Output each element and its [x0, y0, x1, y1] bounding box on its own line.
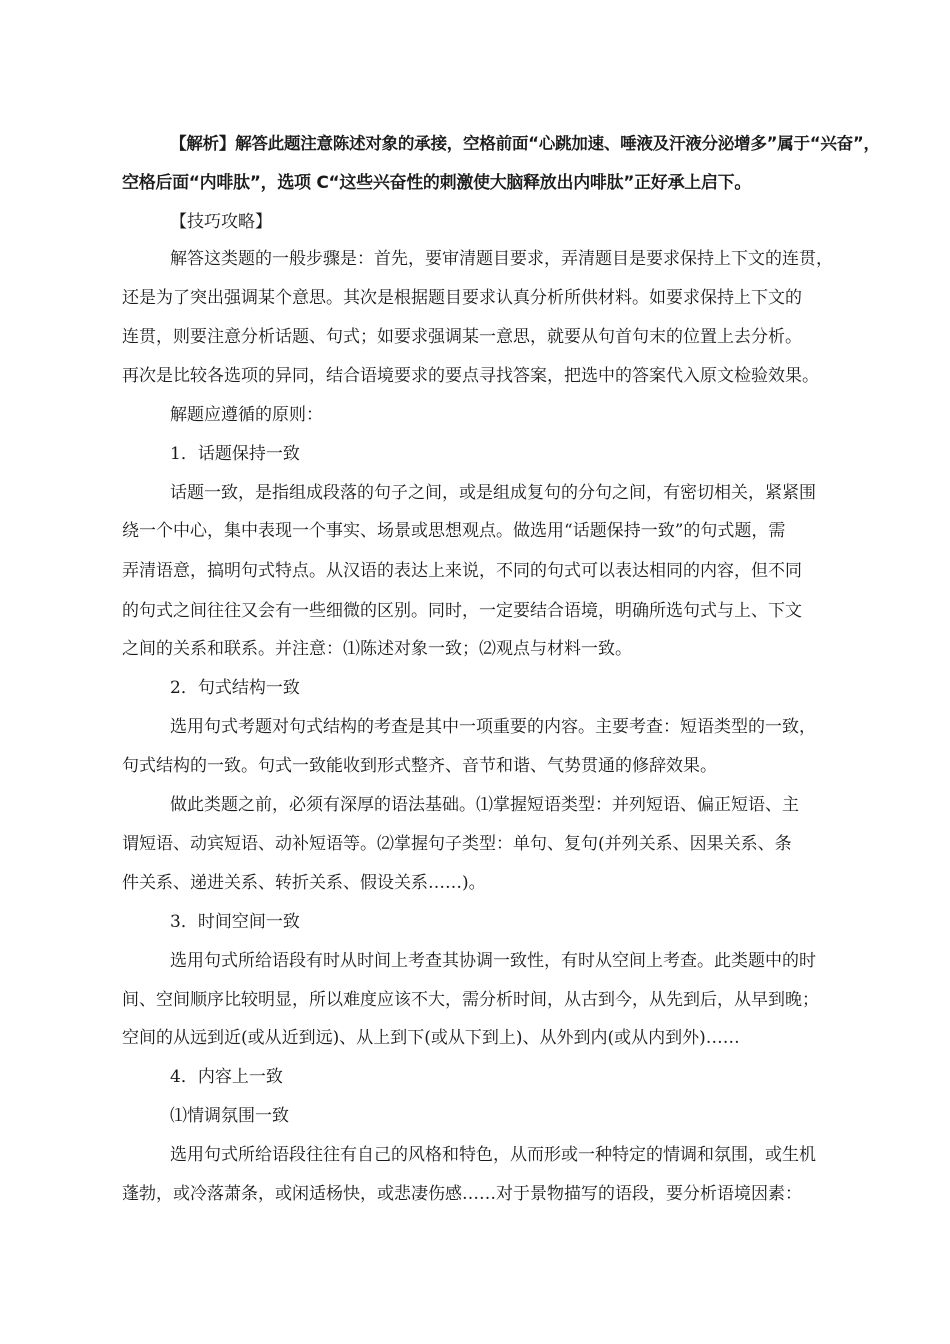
- section2-line-1: 选用句式考题对句式结构的考查是其中一项重要的内容。主要考查：短语类型的一致，: [170, 717, 816, 737]
- section2-line-5: 件关系、递进关系、转折关系、假设关系……)。: [122, 873, 486, 893]
- analysis-line-2: 空格后面“内啡肽”，选项 C“这些兴奋性的刺激使大脑释放出内啡肽”正好承上启下。: [122, 173, 752, 193]
- section2-line-3: 做此类题之前，必须有深厚的语法基础。⑴掌握短语类型：并列短语、偏正短语、主: [170, 795, 799, 815]
- section1-line-4: 的句式之间往往又会有一些细微的区别。同时，一定要结合语境，明确所选句式与上、下文: [122, 601, 802, 621]
- section1-line-2: 绕一个中心，集中表现一个事实、场景或思想观点。做选用“话题保持一致”的句式题，需: [122, 521, 786, 541]
- section1-line-3: 弄清语意，搞明句式特点。从汉语的表达上来说，不同的句式可以表达相同的内容，但不同: [122, 561, 802, 581]
- steps-line-4: 再次是比较各选项的异同，结合语境要求的要点寻找答案，把选中的答案代入原文检验效果。: [122, 366, 819, 386]
- section4-heading: 4．内容上一致: [170, 1067, 283, 1087]
- steps-line-2: 还是为了突出强调某个意思。其次是根据题目要求认真分析所供材料。如要求保持上下文的: [122, 288, 802, 308]
- tips-heading: 【技巧攻略】: [170, 212, 272, 232]
- analysis-line-1: 【解析】解答此题注意陈述对象的承接，空格前面“心跳加速、唾液及汗液分泌增多”属于“兴奋”，: [170, 134, 880, 153]
- principles-heading: 解题应遵循的原则：: [170, 405, 323, 425]
- section2-line-2: 句式结构的一致。句式一致能收到形式整齐、音节和谐、气势贯通的修辞效果。: [122, 756, 717, 776]
- section4-line-1: 选用句式所给语段往往有自己的风格和特色，从而形或一种特定的情调和氛围，或生机: [170, 1145, 816, 1165]
- section3-line-3: 空间的从远到近(或从近到远)、从上到下(或从下到上)、从外到内(或从内到外)……: [122, 1028, 740, 1048]
- section1-line-1: 话题一致，是指组成段落的句子之间，或是组成复句的分句之间，有密切相关，紧紧围: [170, 483, 816, 503]
- section2-line-4: 谓短语、动宾短语、动补短语等。⑵掌握句子类型：单句、复句(并列关系、因果关系、条: [122, 834, 792, 854]
- section3-line-2: 间、空间顺序比较明显，所以难度应该不大，需分析时间，从古到今，从先到后，从早到晚；: [122, 990, 819, 1010]
- steps-line-1: 解答这类题的一般步骤是：首先，要审清题目要求，弄清题目是要求保持上下文的连贯，: [170, 249, 833, 269]
- section1-line-5: 之间的关系和联系。并注意：⑴陈述对象一致；⑵观点与材料一致。: [122, 639, 632, 659]
- section4-subheading: ⑴情调氛围一致: [170, 1106, 289, 1126]
- section3-line-1: 选用句式所给语段有时从时间上考查其协调一致性，有时从空间上考查。此类题中的时: [170, 951, 816, 971]
- section2-heading: 2．句式结构一致: [170, 678, 300, 698]
- section1-heading: 1．话题保持一致: [170, 444, 300, 464]
- section3-heading: 3．时间空间一致: [170, 912, 300, 932]
- steps-line-3: 连贯，则要注意分析话题、句式；如要求强调某一意思，就要从句首句末的位置上去分析。: [122, 327, 802, 347]
- section4-line-2: 蓬勃，或冷落萧条，或闲适杨快，或悲凄伤感……对于景物描写的语段，要分析语境因素：: [122, 1184, 802, 1204]
